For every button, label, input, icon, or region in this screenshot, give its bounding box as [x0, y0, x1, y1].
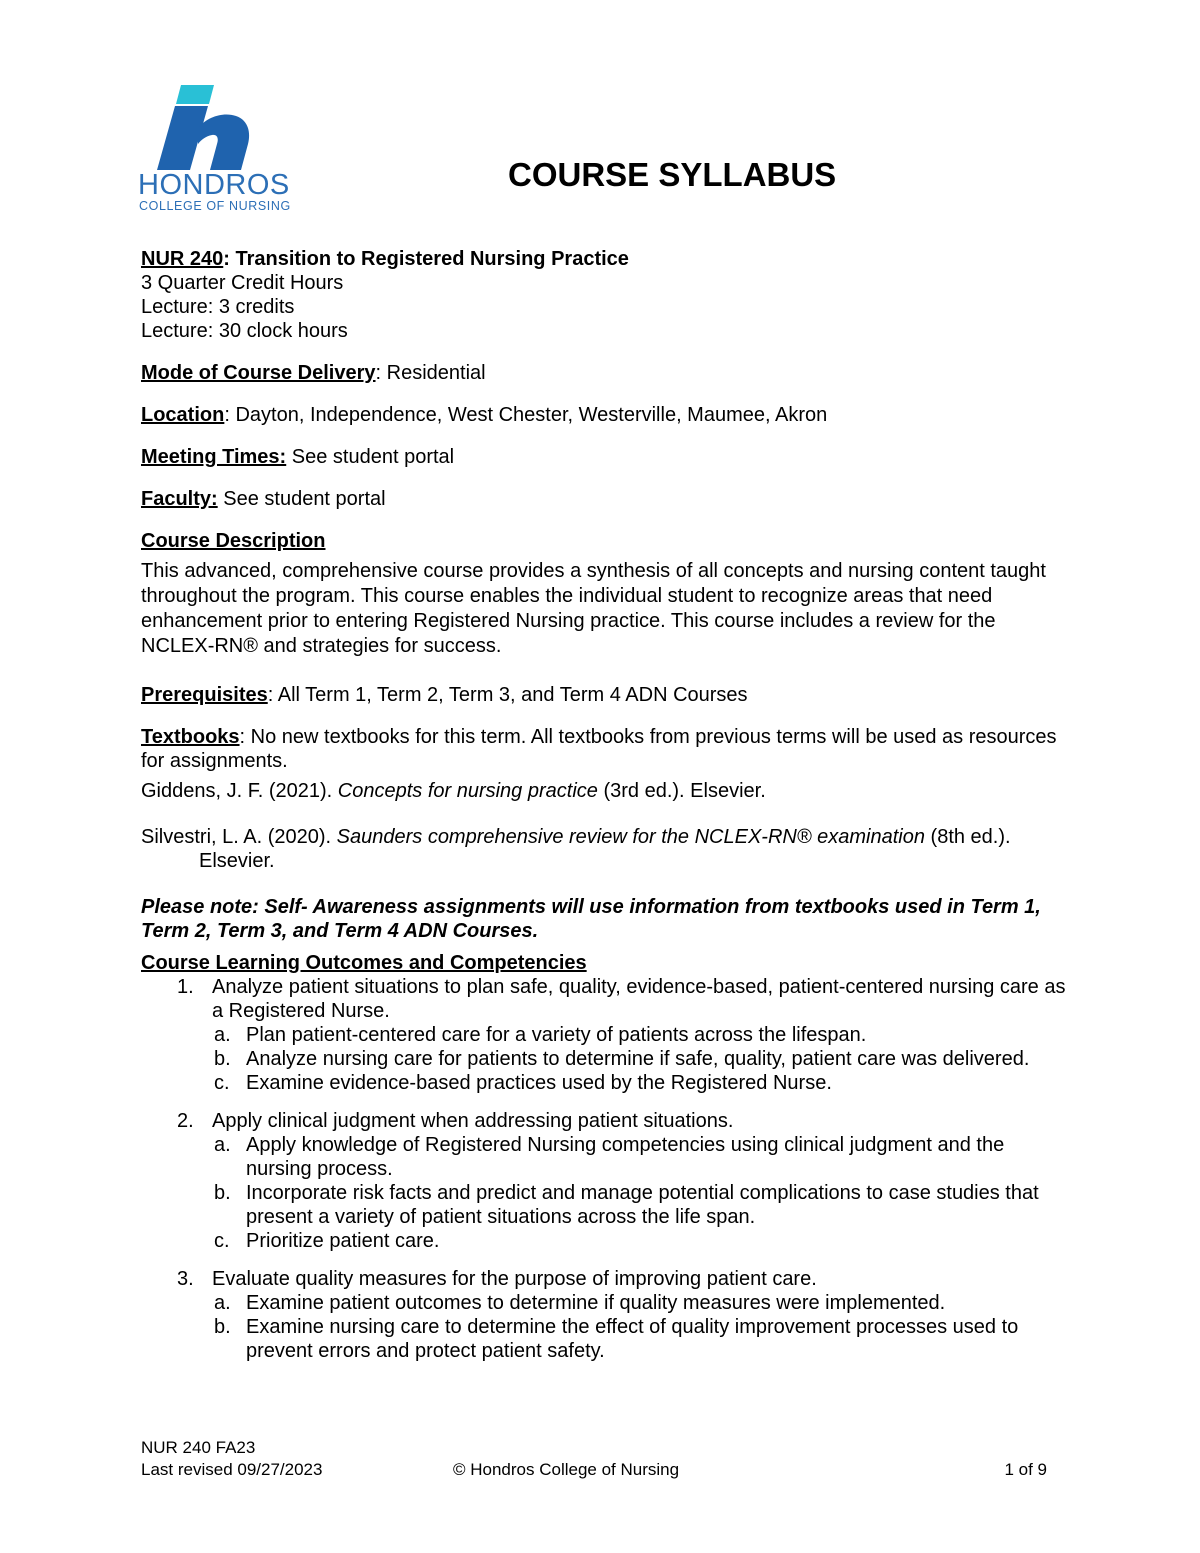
outcome-text: Apply clinical judgment when addressing patient situations.	[212, 1110, 734, 1132]
lecture-hours: Lecture: 30 clock hours	[141, 320, 348, 342]
logo-wordmark: HONDROS	[138, 169, 290, 201]
course-description-heading: Course Description	[141, 530, 326, 552]
meeting-label: Meeting Times:	[141, 446, 287, 468]
course-description-text: This advanced, comprehensive course provides a synthesis of all concepts and nursing content taught throughout the program. This course enables the individual student to recognize areas that need enhancement prior to entering Registered Nursing practice. This course includes a review for the NCLEX-RN® and strategies for success.	[141, 560, 1046, 657]
subitem-letter: b.	[214, 1048, 231, 1070]
page-title: COURSE SYLLABUS	[508, 156, 837, 193]
subitem-text: Apply knowledge of Registered Nursing competencies using clinical judgment and the nursing process.	[246, 1134, 1005, 1180]
mode-value: : Residential	[375, 362, 486, 384]
ref2-title: Saunders comprehensive review for the NCLEX-RN® examination	[336, 826, 925, 848]
faculty-label: Faculty:	[141, 488, 218, 510]
syllabus-body	[141, 247, 1071, 1363]
location	[141, 403, 1071, 427]
prereq-label: Prerequisites	[141, 684, 268, 706]
page-footer	[141, 1437, 1047, 1481]
meeting-value: See student portal	[286, 446, 455, 468]
location-value: : Dayton, Independence, West Chester, Westerville, Maumee, Akron	[224, 404, 828, 426]
subitem-text: Incorporate risk facts and predict and manage potential complications to case studies that present a variety of patient situations across the life span.	[246, 1182, 1039, 1228]
footer-revised: Last revised 09/27/2023	[141, 1460, 323, 1479]
subitem-letter: b.	[214, 1316, 231, 1338]
footer-page-number: 1 of 9	[1004, 1460, 1047, 1479]
outcome-number: 1.	[177, 976, 194, 998]
outcome-subitem	[141, 1181, 1071, 1229]
outcome-text: Analyze patient situations to plan safe, quality, evidence-based, patient-centered nursing care as a Registered Nurse.	[212, 976, 1066, 1022]
subitem-letter: a.	[214, 1134, 231, 1156]
credit-hours: 3 Quarter Credit Hours	[141, 272, 344, 294]
outcome-text: Evaluate quality measures for the purpose of improving patient care.	[212, 1268, 817, 1290]
course-name: : Transition to Registered Nursing Practice	[223, 248, 629, 270]
subitem-letter: a.	[214, 1292, 231, 1314]
note: Please note: Self- Awareness assignments will use information from textbooks used in Term 1, Term 2, Term 3, and Term 4 ADN Courses.	[141, 896, 1041, 942]
ref1-publisher: (3rd ed.). Elsevier.	[597, 780, 766, 802]
reference-silvestri	[141, 825, 1071, 873]
subitem-letter: c.	[214, 1072, 230, 1094]
outcome-item	[141, 1267, 1071, 1363]
prereq-value: : All Term 1, Term 2, Term 3, and Term 4 ADN Courses	[267, 684, 748, 706]
lecture-credits: Lecture: 3 credits	[141, 296, 295, 318]
outcome-subitem	[141, 1291, 1071, 1315]
mode-of-delivery	[141, 361, 1071, 385]
faculty	[141, 487, 1071, 511]
subitem-text: Plan patient-centered care for a variety of patients across the lifespan.	[246, 1024, 867, 1046]
subitem-text: Prioritize patient care.	[246, 1230, 440, 1252]
outcome-item	[141, 975, 1071, 1095]
course-title	[141, 247, 1071, 271]
outcome-subitem	[141, 1315, 1071, 1363]
location-label: Location	[141, 404, 225, 426]
textbooks	[141, 725, 1071, 773]
ref1-author: Giddens, J. F. (2021).	[141, 780, 338, 802]
subitem-letter: b.	[214, 1182, 231, 1204]
mode-label: Mode of Course Delivery	[141, 362, 376, 384]
subitem-letter: c.	[214, 1230, 230, 1252]
subitem-letter: a.	[214, 1024, 231, 1046]
outcome-subitem	[141, 1047, 1071, 1071]
faculty-value: See student portal	[217, 488, 386, 510]
ref2-publisher: (8th ed.). Elsevier.	[199, 826, 1011, 872]
subitem-text: Examine patient outcomes to determine if quality measures were implemented.	[246, 1292, 946, 1314]
ref1-title: Concepts for nursing practice	[337, 780, 598, 802]
textbooks-label: Textbooks	[141, 726, 240, 748]
outcomes-list	[141, 975, 1071, 1363]
footer-doc-code: NUR 240 FA23	[141, 1438, 256, 1457]
textbooks-value: : No new textbooks for this term. All textbooks from previous terms will be used as resources for assignments.	[141, 726, 1057, 772]
prerequisites	[141, 683, 1071, 707]
subitem-text: Examine evidence-based practices used by the Registered Nurse.	[246, 1072, 832, 1094]
reference-giddens	[141, 779, 1071, 803]
logo-subtitle: COLLEGE OF NURSING	[139, 199, 291, 213]
meeting-times	[141, 445, 1071, 469]
outcome-subitem	[141, 1133, 1071, 1181]
outcome-item	[141, 1109, 1071, 1253]
subitem-text: Analyze nursing care for patients to determine if safe, quality, patient care was delivered.	[246, 1048, 1030, 1070]
footer-copyright: © Hondros College of Nursing	[453, 1460, 680, 1479]
outcome-number: 2.	[177, 1110, 194, 1132]
course-code: NUR 240	[141, 248, 224, 270]
outcomes-heading: Course Learning Outcomes and Competencies	[141, 952, 587, 974]
outcome-subitem	[141, 1229, 1071, 1253]
outcome-subitem	[141, 1023, 1071, 1047]
ref2-author: Silvestri, L. A. (2020).	[141, 826, 337, 848]
subitem-text: Examine nursing care to determine the effect of quality improvement processes used to prevent errors and protect patient safety.	[246, 1316, 1019, 1362]
outcome-subitem	[141, 1071, 1071, 1095]
outcome-number: 3.	[177, 1268, 194, 1290]
